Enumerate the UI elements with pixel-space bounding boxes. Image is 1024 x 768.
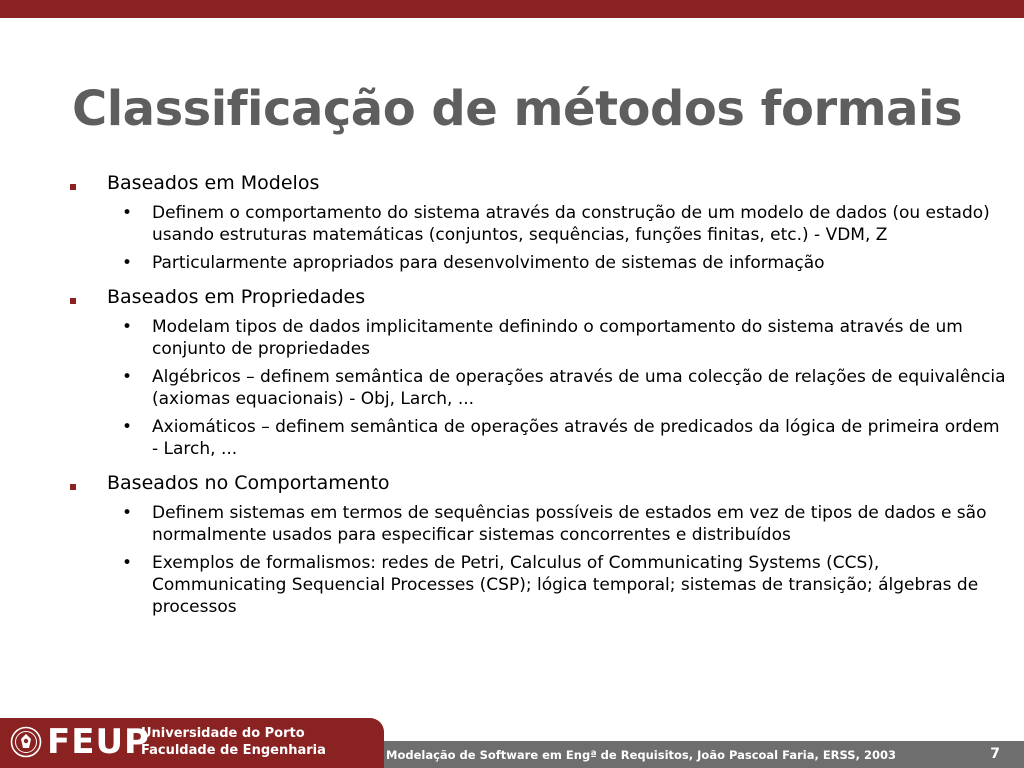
- list-item: [107, 202, 1010, 246]
- list-item-text: Definem sistemas em termos de sequências possíveis de estados em vez de tipos de dados e são normalmente usados para especificar sistemas concorrentes e distribuídos: [152, 503, 987, 545]
- dot-bullet-icon: •: [122, 367, 133, 387]
- top-accent-bar: [0, 0, 1024, 18]
- list-item-text: Axiomáticos – definem semântica de operações através de predicados da lógica de primeira ordem - Larch, ...: [152, 417, 1000, 459]
- list-item: [107, 252, 1010, 274]
- list-item-text: Modelam tipos de dados implicitamente definindo o comportamento do sistema através de um conjunto de propriedades: [152, 317, 963, 359]
- square-bullet-icon: [70, 184, 76, 190]
- list-item-text: Exemplos de formalismos: redes de Petri, Calculus of Communicating Systems (CCS), Communicating Sequencial Processes (CSP); lógica temporal; sistemas de transição; álgebras de processos: [152, 553, 979, 617]
- university-name: Universidade do Porto: [141, 726, 305, 741]
- list-item: [107, 502, 1010, 546]
- feup-logo: FEUP: [47, 722, 150, 762]
- dot-bullet-icon: •: [122, 203, 133, 223]
- dot-bullet-icon: •: [122, 553, 133, 573]
- list-item-text: Definem o comportamento do sistema através da construção de um modelo de dados (ou estado) usando estruturas matemáticas (conjuntos, sequências, funções finitas, etc.) - VDM, Z: [152, 203, 990, 245]
- list-item-text: Algébricos – definem semântica de operações através de uma colecção de relações de equivalência (axiomas equacionais) - Obj, Larch, ...: [152, 367, 1006, 409]
- page-number: 7: [990, 746, 1000, 762]
- section-properties: [70, 284, 1010, 460]
- slide-title: Classificação de métodos formais: [72, 81, 963, 137]
- section-heading: Baseados no Comportamento: [107, 472, 390, 494]
- list-item-text: Particularmente apropriados para desenvolvimento de sistemas de informação: [152, 253, 825, 273]
- dot-bullet-icon: •: [122, 317, 133, 337]
- dot-bullet-icon: •: [122, 503, 133, 523]
- section-heading: Baseados em Propriedades: [107, 286, 366, 308]
- list-item: [107, 316, 1010, 360]
- section-heading: Baseados em Modelos: [107, 172, 320, 194]
- faculty-name: Faculdade de Engenharia: [141, 743, 326, 758]
- section-models: [70, 170, 1010, 274]
- list-item: [107, 366, 1010, 410]
- section-behaviour: [70, 470, 1010, 618]
- slide-content: [70, 170, 1010, 622]
- dot-bullet-icon: •: [122, 417, 133, 437]
- list-item: [107, 552, 1010, 618]
- university-seal-icon: [10, 726, 42, 758]
- square-bullet-icon: [70, 298, 76, 304]
- footer-caption: Modelação de Software em Engª de Requisitos, João Pascoal Faria, ERSS, 2003: [386, 748, 896, 762]
- dot-bullet-icon: •: [122, 253, 133, 273]
- list-item: [107, 416, 1010, 460]
- square-bullet-icon: [70, 484, 76, 490]
